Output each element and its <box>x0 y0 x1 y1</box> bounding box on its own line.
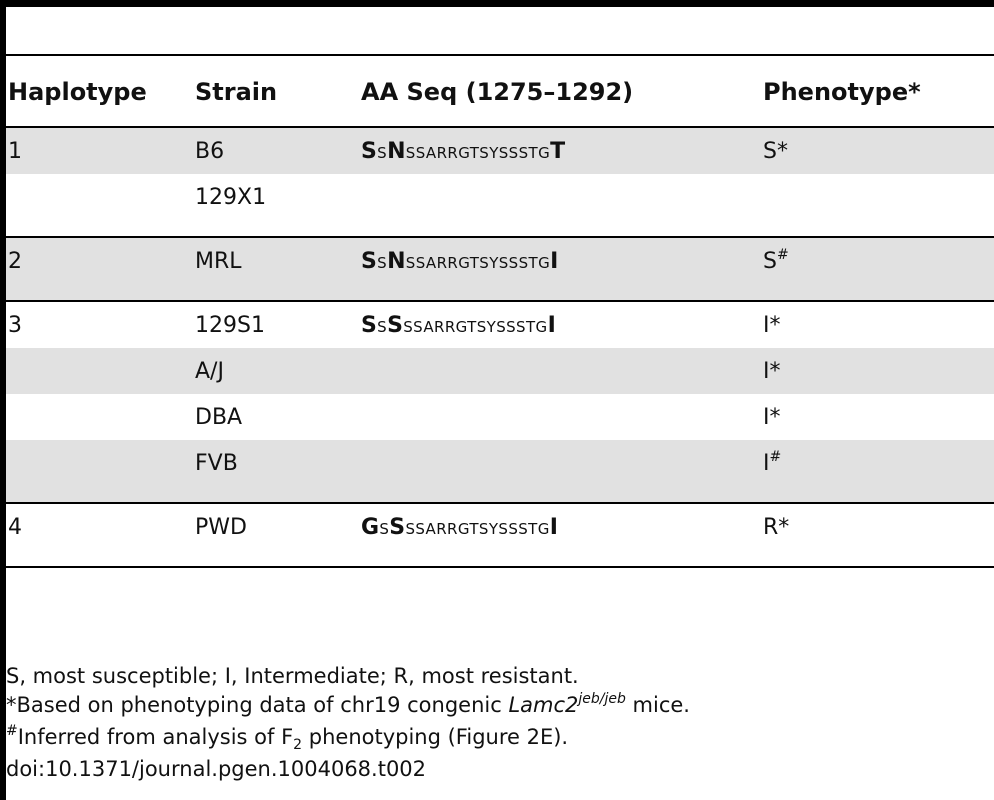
phenotype-value: I <box>763 405 770 430</box>
seq-residue-1276: S <box>379 520 390 538</box>
header-haplotype: Haplotype <box>8 78 147 106</box>
strain-cell: 129X1 <box>195 185 267 210</box>
gene-name: Lamc2 <box>508 693 579 717</box>
haplotype-table <box>6 54 994 568</box>
haplotype-group-2 <box>6 238 994 302</box>
generation-subscript: 2 <box>293 737 303 753</box>
footnote-congenic-suffix: mice. <box>625 693 690 717</box>
seq-residue-1275: S <box>361 249 378 274</box>
seq-middle: SSARRGTSYSSSTG <box>403 318 548 336</box>
phenotype-cell <box>763 451 781 479</box>
phenotype-cell <box>763 313 781 339</box>
table-row <box>6 394 994 440</box>
strain-cell: FVB <box>195 451 238 476</box>
phenotype-mark: * <box>769 313 781 338</box>
aa-seq-cell <box>361 249 559 276</box>
seq-residue-1275: S <box>361 139 378 164</box>
haplotype-group-4 <box>6 504 994 568</box>
table-row <box>6 504 994 566</box>
header-aa-seq: AA Seq (1275–1292) <box>361 78 634 106</box>
footnote-inferred-text: Inferred from analysis of F <box>17 725 294 749</box>
phenotype-value: I <box>763 313 770 338</box>
phenotype-value: I <box>763 451 770 476</box>
aa-seq-cell <box>361 515 558 542</box>
table-row <box>6 348 994 394</box>
seq-middle: SSARRGTSYSSSTG <box>405 520 550 538</box>
table-row <box>6 174 994 236</box>
seq-residue-1276: S <box>377 318 388 336</box>
seq-middle: SSARRGTSYSSSTG <box>405 144 551 162</box>
aa-seq-cell <box>361 139 565 166</box>
footnote-inferred-suffix: phenotyping (Figure 2E). <box>302 725 569 749</box>
footnote-congenic <box>6 691 690 723</box>
phenotype-mark: * <box>769 359 781 384</box>
seq-residue-1277: N <box>387 139 406 164</box>
aa-seq-cell <box>361 313 556 340</box>
phenotype-mark: * <box>776 139 788 164</box>
phenotype-cell <box>763 249 789 277</box>
table-row <box>6 440 994 502</box>
phenotype-mark: * <box>769 405 781 430</box>
seq-residue-1292: T <box>550 139 566 164</box>
phenotype-value: S <box>763 139 777 164</box>
strain-cell: A/J <box>195 359 224 384</box>
strain-cell: B6 <box>195 139 225 164</box>
phenotype-cell <box>763 515 789 541</box>
header-phenotype: Phenotype* <box>763 78 921 106</box>
seq-residue-1277: S <box>389 515 406 540</box>
table-header <box>6 56 994 128</box>
haplotype-group-3 <box>6 302 994 504</box>
strain-cell: MRL <box>195 249 242 274</box>
footnote-inferred <box>6 723 690 755</box>
haplotype-cell: 3 <box>8 313 22 338</box>
seq-middle: SSARRGTSYSSSTG <box>405 254 551 272</box>
seq-residue-1276: S <box>377 144 388 162</box>
strain-cell: PWD <box>195 515 247 540</box>
phenotype-cell <box>763 359 781 385</box>
seq-residue-1277: S <box>387 313 404 338</box>
phenotype-cell <box>763 405 781 431</box>
seq-residue-1276: S <box>377 254 388 272</box>
strain-cell: DBA <box>195 405 243 430</box>
seq-residue-1275: S <box>361 313 378 338</box>
table-row <box>6 302 994 348</box>
seq-residue-1275: G <box>361 515 380 540</box>
header-strain: Strain <box>195 78 278 106</box>
table-row <box>6 128 994 174</box>
footnote-hash-mark: # <box>6 723 18 739</box>
haplotype-cell: 2 <box>8 249 22 274</box>
phenotype-mark: # <box>776 247 789 263</box>
phenotype-cell <box>763 139 788 165</box>
haplotype-cell: 4 <box>8 515 22 540</box>
seq-residue-1292: I <box>549 515 559 540</box>
footnote-legend: S, most susceptible; I, Intermediate; R, most resistant. <box>6 664 579 688</box>
haplotype-group-1 <box>6 128 994 238</box>
seq-residue-1277: N <box>387 249 406 274</box>
phenotype-value: R <box>763 515 779 540</box>
seq-residue-1292: I <box>550 249 559 274</box>
haplotype-cell: 1 <box>8 139 22 164</box>
strain-cell: 129S1 <box>195 313 265 338</box>
gene-allele: jeb/jeb <box>578 691 626 707</box>
doi-line: doi:10.1371/journal.pgen.1004068.t002 <box>6 757 427 781</box>
phenotype-mark: # <box>769 449 782 465</box>
seq-residue-1292: I <box>547 313 557 338</box>
top-border-rule <box>0 0 994 7</box>
phenotype-mark: * <box>778 515 790 540</box>
footnote-congenic-text: *Based on phenotyping data of chr19 congenic <box>6 693 509 717</box>
phenotype-value: I <box>763 359 770 384</box>
phenotype-value: S <box>763 249 777 274</box>
table-footnotes <box>6 662 690 784</box>
table-row <box>6 238 994 300</box>
